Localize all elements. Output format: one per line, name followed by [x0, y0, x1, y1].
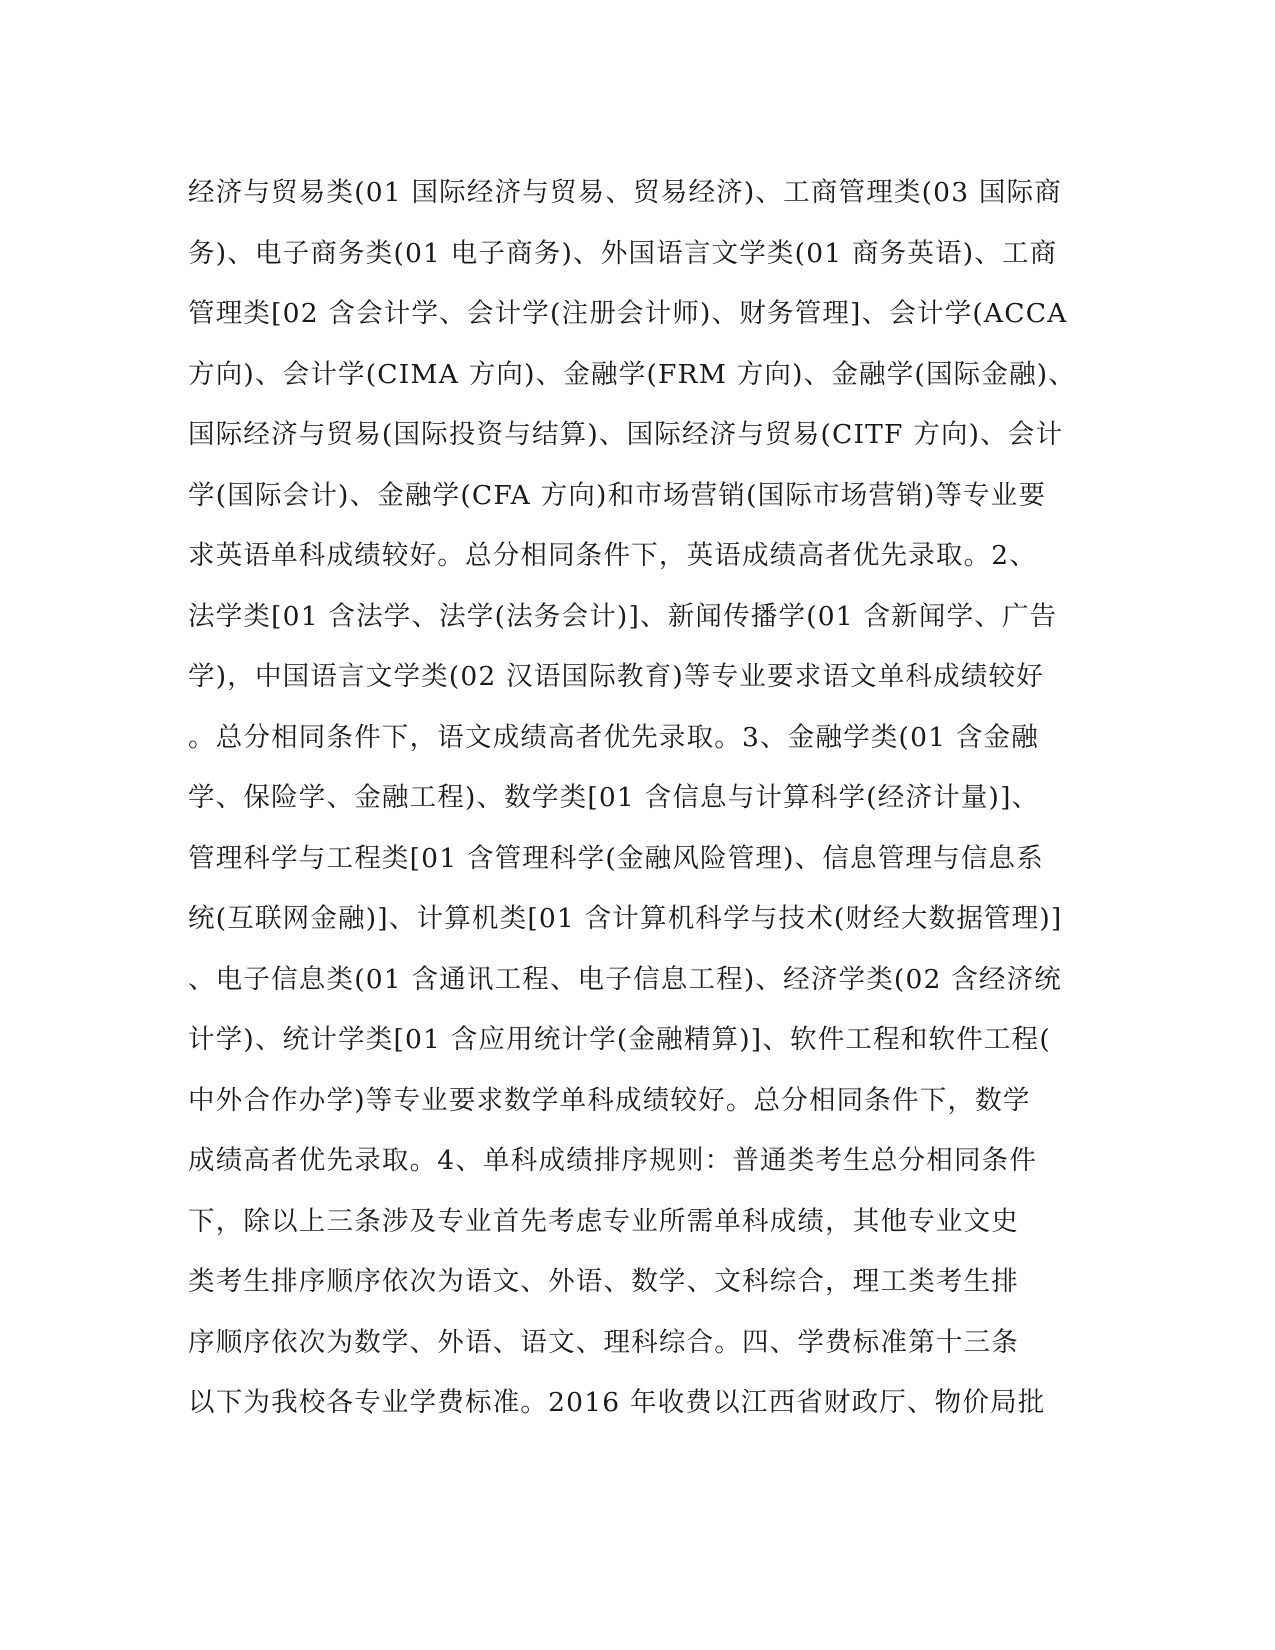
text-line: 下，除以上三条涉及专业首先考虑专业所需单科成绩，其他专业文史 — [188, 1205, 1019, 1237]
text-line: 国际经济与贸易(国际投资与结算)、国际经济与贸易(CITF 方向)、会计 — [188, 419, 1064, 450]
text-line: 学、保险学、金融工程)、数学类[01 含信息与计算科学(经济计量)]、 — [188, 782, 1040, 813]
text-line: 求英语单科成绩较好。总分相同条件下，英语成绩高者优先录取。2、 — [188, 540, 1038, 571]
text-line: 务)、电子商务类(01 电子商务)、外国语言文学类(01 商务英语)、工商 — [188, 237, 1058, 269]
text-line: 。总分相同条件下，语文成绩高者优先录取。3、金融学类(01 含金融 — [188, 721, 1039, 753]
text-line: 法学类[01 含法学、法学(法务会计)]、新闻传播学(01 含新闻学、广告 — [188, 600, 1058, 632]
text-line: 类考生排序顺序依次为语文、外语、数学、文科综合，理工类考生排 — [188, 1266, 1019, 1297]
text-line: 以下为我校各专业学费标准。2016 年收费以江西省财政厅、物价局批 — [188, 1387, 1046, 1418]
text-line: 管理类[02 含会计学、会计学(注册会计师)、财务管理]、会计学(ACCA — [188, 298, 1068, 329]
text-line: 成绩高者优先录取。4、单科成绩排序规则：普通类考生总分相同条件 — [188, 1145, 1038, 1176]
text-line: 管理科学与工程类[01 含管理科学(金融风险管理)、信息管理与信息系 — [188, 842, 1044, 874]
text-line: 学)，中国语言文学类(02 汉语国际教育)等专业要求语文单科成绩较好 — [188, 661, 1044, 692]
text-line: 经济与贸易类(01 国际经济与贸易、贸易经济)、工商管理类(03 国际商 — [188, 177, 1063, 208]
text-line: 方向)、会计学(CIMA 方向)、金融学(FRM 方向)、金融学(国际金融)、 — [188, 358, 1077, 390]
text-line: 统(互联网金融)]、计算机类[01 含计算机科学与技术(财经大数据管理)] — [188, 903, 1063, 934]
text-line: 序顺序依次为数学、外语、语文、理科综合。四、学费标准第十三条 — [188, 1326, 1019, 1358]
text-line: 、电子信息类(01 含通讯工程、电子信息工程)、经济学类(02 含经济统 — [188, 963, 1063, 995]
text-line: 计学)、统计学类[01 含应用统计学(金融精算)]、软件工程和软件工程( — [188, 1024, 1051, 1055]
text-line: 中外合作办学)等专业要求数学单科成绩较好。总分相同条件下，数学 — [188, 1084, 1031, 1116]
body-text — [188, 163, 1088, 1434]
text-line: 学(国际会计)、金融学(CFA 方向)和市场营销(国际市场营销)等专业要 — [188, 479, 1047, 511]
